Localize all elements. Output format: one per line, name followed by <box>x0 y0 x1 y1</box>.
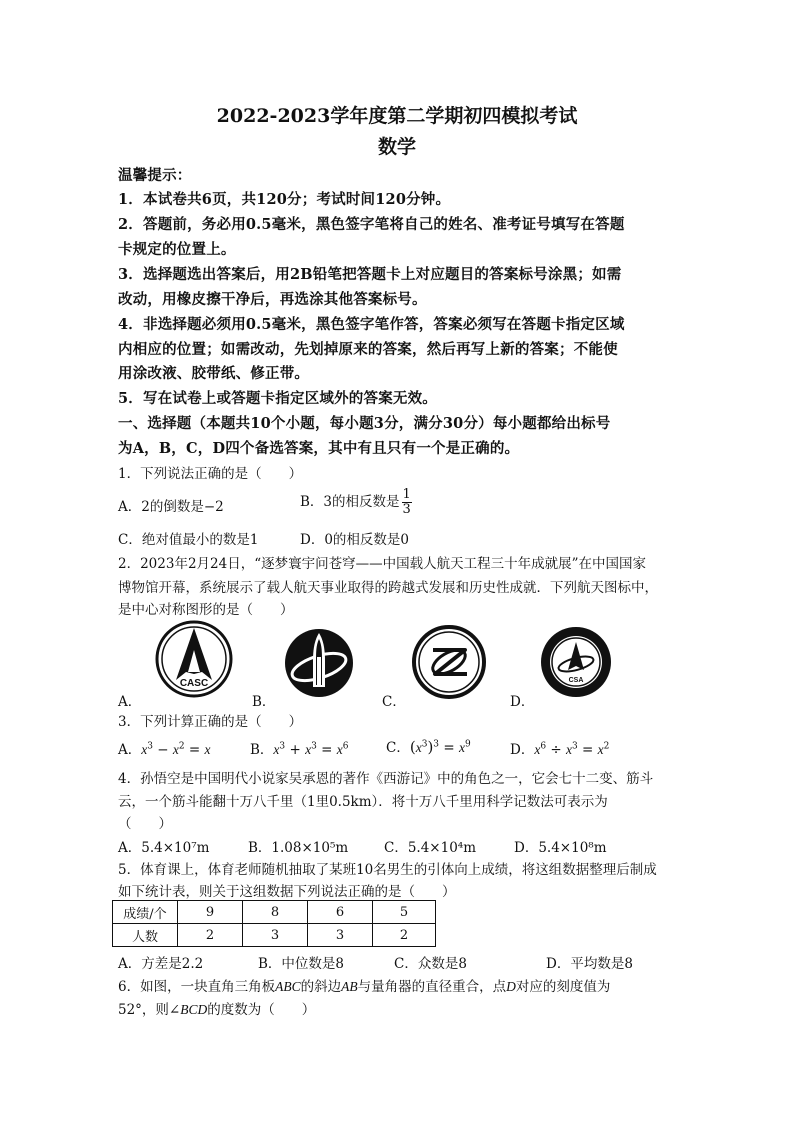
table-cell: 6 <box>308 901 373 924</box>
table-cell: 5 <box>373 901 436 924</box>
q3-option-b: B．$x^3 + x^3 = x^6$ <box>250 741 349 758</box>
q6-text: 与量角器的直径重合，点 <box>357 979 507 995</box>
csa-seal-logo-icon <box>538 624 614 700</box>
table-cell: 2 <box>373 924 436 947</box>
q2-option-b: B． <box>252 694 276 710</box>
q6-var: D <box>506 979 516 994</box>
orbit-z-logo-icon <box>411 624 487 700</box>
table-cell: 2 <box>178 924 243 947</box>
q6-text: 的度数为（ ） <box>207 1002 316 1018</box>
tip-line: 3．选择题选出答案后，用2B铅笔把答题卡上对应题目的答案标号涂黑；如需 <box>118 266 622 283</box>
casc-logo-text: CASC <box>179 678 209 689</box>
q3-option-d-label: D． <box>510 742 535 758</box>
q6-text: 52°，则∠ <box>118 1002 181 1018</box>
q5-option-a: A．方差是2.2 <box>118 956 204 972</box>
q4-line: 4．孙悟空是中国明代小说家吴承恩的著作《西游记》中的角色之一，它会七十二变、筋斗 <box>118 771 654 787</box>
q2-line: 是中心对称图形的是（ ） <box>118 602 294 618</box>
section1-heading: 一、选择题（本题共10个小题，每小题3分，满分30分）每小题都给出标号 <box>118 415 611 432</box>
q4-line: （ ） <box>118 816 172 832</box>
table-cell: 9 <box>178 901 243 924</box>
tip-line: 内相应的位置；如需改动，先划掉原来的答案，然后再写上新的答案；不能使 <box>118 341 618 358</box>
score-table <box>112 900 436 947</box>
q2-option-c: C． <box>382 694 406 710</box>
exam-subject: 数学 <box>377 136 416 158</box>
q3-option-c-label: C． <box>386 740 410 756</box>
table-cell: 3 <box>308 924 373 947</box>
q6-line1 <box>118 975 610 995</box>
fraction-denominator: 3 <box>402 502 411 517</box>
tips-heading: 温馨提示： <box>118 167 192 184</box>
tip-line: 5．写在试卷上或答题卡指定区域外的答案无效。 <box>118 390 437 407</box>
q3-stem: 3．下列计算正确的是（ ） <box>118 714 303 730</box>
q3-option-c: C．$(x^3)^3 = x^9$ <box>386 738 471 756</box>
fraction-numerator: 1 <box>402 487 411 502</box>
q3-option-b-label: B． <box>250 742 274 758</box>
q2-line: 2．2023年2月24日，“逐梦寰宇问苍穹——中国载人航天工程三十年成就展”在中国国家 <box>118 556 647 572</box>
q2-option-a: A． <box>118 694 142 710</box>
tip-line: 1．本试卷共6页，共120分；考试时间120分钟。 <box>118 191 451 208</box>
tip-line: 卡规定的位置上。 <box>118 241 236 258</box>
table-row <box>113 901 436 924</box>
fraction <box>402 488 412 517</box>
q6-var: BCD <box>180 1002 208 1017</box>
q5-line: 5．体育课上，体育老师随机抽取了某班10名男生的引体向上成绩，将这组数据整理后制成 <box>118 862 657 878</box>
q4-option-a: A．5.4×10⁷m <box>118 840 210 856</box>
q2-option-d: D． <box>510 694 535 710</box>
q1-option-d: D．0的相反数是0 <box>300 532 410 548</box>
q5-line: 如下统计表，则关于这组数据下列说法正确的是（ ） <box>118 884 456 900</box>
q1-option-c: C．绝对值最小的数是1 <box>118 532 259 548</box>
tip-line: 4．非选择题必须用0.5毫米，黑色签字笔作答，答案必须写在答题卡指定区域 <box>118 316 625 333</box>
q6-text: 的斜边 <box>300 979 342 995</box>
tip-line: 2．答题前，务必用0.5毫米，黑色签字笔将自己的姓名、准考证号填写在答题 <box>118 216 625 233</box>
tip-line: 用涂改液、胶带纸、修正带。 <box>118 365 310 382</box>
table-cell: 人数 <box>113 924 178 947</box>
table-row <box>113 924 436 947</box>
csa-logo-text: CSA <box>568 677 584 684</box>
table-cell: 3 <box>243 924 308 947</box>
q5-option-d: D．平均数是8 <box>546 956 633 972</box>
q1-option-b <box>300 488 412 517</box>
q4-option-b: B．1.08×10⁵m <box>248 840 349 856</box>
q6-var: AB <box>341 979 358 994</box>
q1-option-b-text: B．3的相反数是 <box>300 494 400 510</box>
q1-stem: 1．下列说法正确的是（ ） <box>118 466 303 482</box>
q6-text: 6．如图，一块直角三角板 <box>118 979 276 995</box>
q6-var: ABC <box>275 979 301 994</box>
q4-line: 云，一个筋斗能翻十万八千里（1里0.5km）．将十万八千里用科学记数法可表示为 <box>118 794 608 810</box>
q3-option-d: D．$x^6 \div x^3 = x^2$ <box>510 741 610 758</box>
q2-line: 博物馆开幕，系统展示了载人航天事业取得的跨越式发展和历史性成就．下列航天图标中， <box>118 580 658 596</box>
q6-line2 <box>118 998 315 1018</box>
q3-option-a-label: A． <box>118 742 142 758</box>
tip-line: 改动，用橡皮擦干净后，再选涂其他答案标号。 <box>118 291 427 308</box>
q4-option-c: C．5.4×10⁴m <box>384 840 477 856</box>
q4-option-d: D．5.4×10⁸m <box>514 840 607 856</box>
section1-instructions: 为A，B，C，D四个备选答案，其中有且只有一个是正确的。 <box>118 440 520 457</box>
q5-option-c: C．众数是8 <box>394 956 467 972</box>
exam-title: 2022-2023学年度第二学期初四模拟考试 <box>216 105 578 127</box>
q6-text: 对应的刻度值为 <box>515 979 611 995</box>
q5-option-b: B．中位数是8 <box>258 956 345 972</box>
rocket-orbit-logo-icon <box>282 627 356 699</box>
table-cell: 成绩/个 <box>113 901 178 924</box>
casc-logo-icon <box>154 620 234 698</box>
table-cell: 8 <box>243 901 308 924</box>
q1-option-a: A．2的倒数是−2 <box>118 499 224 515</box>
q3-option-a: A．$x^3 - x^2 = x$ <box>118 741 211 758</box>
